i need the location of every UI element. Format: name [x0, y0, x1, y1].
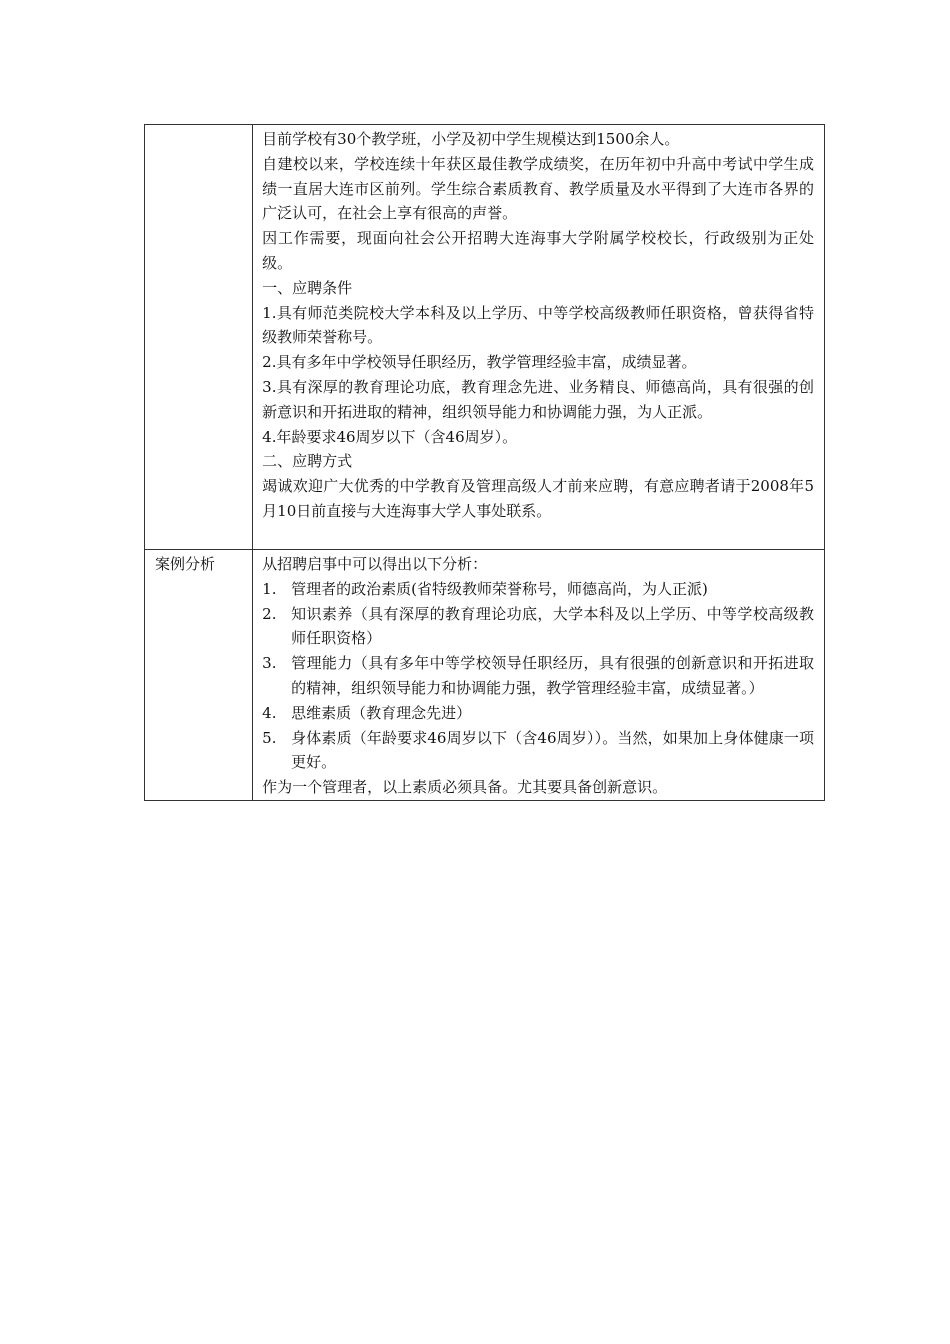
- list-item-text: 管理能力（具有多年中等学校领导任职经历，具有很强的创新意识和开拓进取的精神，组织领导能力和协调能力强，教学管理经验丰富，成绩显著。）: [291, 654, 814, 697]
- analysis-lead: 从招聘启事中可以得出以下分析：: [262, 555, 488, 573]
- list-item-text: 知识素养（具有深厚的教育理论功底，大学本科及以上学历、中等学校高级教师任职资格）: [291, 604, 814, 648]
- list-item: [262, 701, 814, 726]
- requirement-item: 2.具有多年中学校领导任职经历，教学管理经验丰富，成绩显著。: [262, 353, 697, 372]
- intro-paragraph: 自建校以来，学校连续十年获区最佳教学成绩奖，在历年初中升高中考试中学生成绩一直居大连市区前列。学生综合素质教育、教学质量及水平得到了大连市各界的广泛认可，在社会上享有很高的声誉。: [262, 154, 814, 223]
- recruitment-notice-cell: [253, 125, 825, 550]
- intro-paragraph: 因工作需要，现面向社会公开招聘大连海事大学附属学校校长，行政级别为正处级。: [262, 229, 814, 272]
- recruitment-label-cell: [145, 125, 253, 550]
- application-method-paragraph: 竭诚欢迎广大优秀的中学教育及管理高级人才前来应聘，有意应聘者请于2008年5月10日前直接与大连海事大学人事处联系。: [262, 477, 814, 520]
- list-item-text: 身体素质（年龄要求46周岁以下（含46周岁））。当然，如果加上身体健康一项更好。: [291, 728, 814, 772]
- requirement-item: 1.具有师范类院校大学本科及以上学历、中等学校高级教师任职资格，曾获得省特级教师荣誉称号。: [262, 303, 814, 347]
- list-item: [262, 651, 814, 701]
- requirement-item: 4.年龄要求46周岁以下（含46周岁）。: [262, 427, 518, 446]
- analysis-cell: [253, 550, 825, 801]
- list-item-number: 5.: [262, 728, 277, 747]
- list-item: [262, 602, 814, 652]
- list-item: [262, 726, 814, 776]
- section-heading: 二、应聘方式: [262, 452, 353, 471]
- list-item-number: 1.: [262, 579, 277, 598]
- list-item-number: 2.: [262, 604, 277, 623]
- list-item-text: 管理者的政治素质(省特级教师荣誉称号，师德高尚，为人正派): [291, 579, 708, 598]
- list-item: [262, 577, 814, 602]
- recruitment-row: [145, 125, 825, 550]
- analysis-conclusion: 作为一个管理者，以上素质必须具备。尤其要具备创新意识。: [262, 778, 668, 797]
- list-item-number: 3.: [262, 654, 277, 673]
- section-heading: 一、应聘条件: [262, 278, 353, 297]
- intro-paragraph: 目前学校有30个教学班，小学及初中学生规模达到1500余人。: [262, 130, 680, 148]
- analysis-label: 案例分析: [145, 550, 253, 801]
- analysis-row: [145, 550, 825, 801]
- analysis-list: [262, 577, 814, 775]
- case-table: [144, 124, 825, 801]
- requirement-item: 3.具有深厚的教育理论功底，教育理念先进、业务精良、师德高尚，具有很强的创新意识和开拓进取的精神，组织领导能力和协调能力强，为人正派。: [262, 377, 814, 421]
- list-item-number: 4.: [262, 703, 277, 722]
- list-item-text: 思维素质（教育理念先进）: [291, 703, 472, 722]
